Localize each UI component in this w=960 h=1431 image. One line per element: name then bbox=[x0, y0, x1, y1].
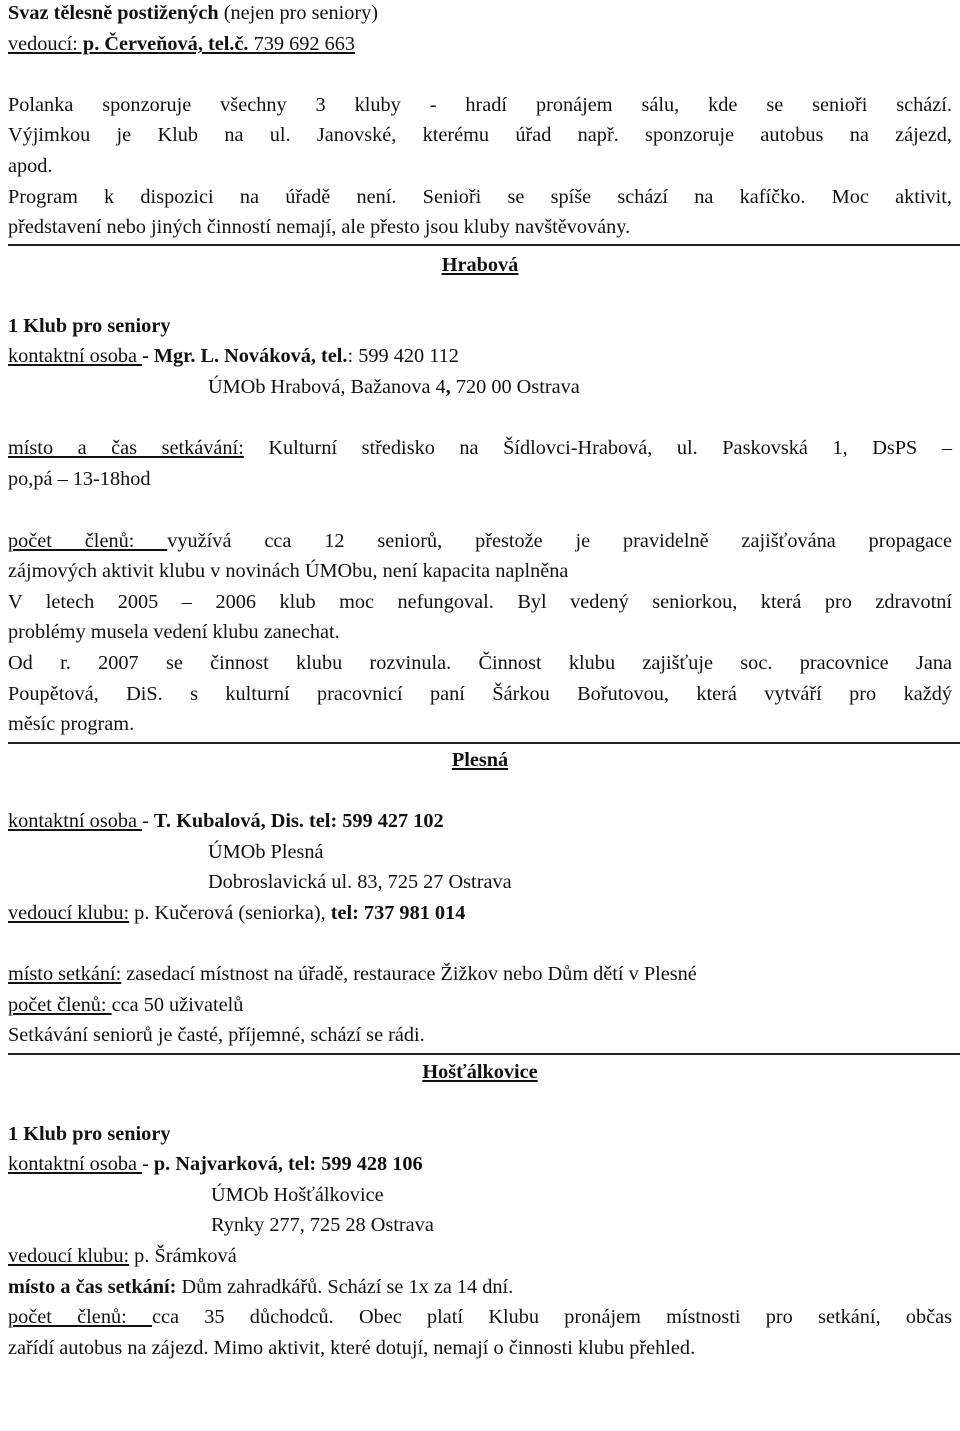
hrabova-meet-line bbox=[8, 434, 952, 462]
hrabova-contact-label: kontaktní osoba bbox=[8, 345, 143, 367]
plesna-heading: Plesná bbox=[451, 749, 509, 771]
intro-line-4: Program k dispozici na úřadě není. Senioři se spíše schází na kafíčko. Moc aktivit, bbox=[8, 186, 952, 208]
svaz-leader-phone: 739 692 663 bbox=[248, 33, 355, 55]
hostalkovice-club: 1 Klub pro seniory bbox=[8, 1123, 171, 1145]
hostalkovice-members-label: počet členů: bbox=[8, 1306, 152, 1328]
plesna-leader-label: vedoucí klubu: bbox=[8, 902, 130, 924]
hrabova-members-line bbox=[8, 527, 952, 555]
hrabova-history-l1: V letech 2005 – 2006 klub moc nefungoval. Byl vedený seniorkou, která pro zdravotní bbox=[8, 591, 952, 613]
hrabova-history-l3: Od r. 2007 se činnost klubu rozvinula. Činnost klubu zajišťuje soc. pracovnice Jana bbox=[8, 652, 952, 674]
plesna-office-2: Dobroslavická ul. 83, 725 27 Ostrava bbox=[208, 871, 512, 893]
intro-line-5: představení nebo jiných činností nemají, ale přesto jsou kluby navštěvovány. bbox=[8, 216, 631, 238]
plesna-leader-value: p. Kučerová (seniorka), bbox=[129, 902, 331, 924]
hostalkovice-members-line bbox=[8, 1303, 952, 1331]
intro-line-2: Výjimkou je Klub na ul. Janovské, kterému úřad např. sponzoruje autobus na zájezd, bbox=[8, 124, 952, 146]
plesna-members-label: počet členů: bbox=[8, 994, 112, 1016]
section-divider bbox=[8, 244, 960, 246]
hrabova-office-comma: , bbox=[445, 376, 451, 398]
hrabova-members-label: počet členů: bbox=[8, 530, 168, 552]
hostalkovice-leader-value: p. Šrámková bbox=[129, 1245, 237, 1267]
hostalkovice-members-l2: zařídí autobus na zájezd. Mimo aktivit, které dotují, nemají o činnosti klubu přehled. bbox=[8, 1337, 696, 1359]
svaz-title-note: (nejen pro seniory) bbox=[218, 2, 379, 24]
plesna-leader-line bbox=[8, 899, 952, 927]
plesna-meet-line bbox=[8, 960, 952, 988]
hrabova-members-l1: využívá cca 12 seniorů, přestože je pravidelně zajišťována propagace bbox=[167, 530, 952, 552]
hrabova-club: 1 Klub pro seniory bbox=[8, 315, 171, 337]
section-heading-hrabova bbox=[8, 251, 952, 279]
section-divider bbox=[8, 1053, 960, 1055]
hrabova-contact-value: - Mgr. L. Nováková, tel. bbox=[142, 345, 348, 367]
plesna-contact-dash: - bbox=[142, 810, 154, 832]
hostalkovice-members-l1: cca 35 důchodců. Obec platí Klubu pronájem místnosti pro setkání, občas bbox=[152, 1306, 952, 1328]
hostalkovice-office-2: Rynky 277, 725 28 Ostrava bbox=[211, 1214, 434, 1236]
hostalkovice-leader-line bbox=[8, 1242, 952, 1270]
hostalkovice-leader-label: vedoucí klubu: bbox=[8, 1245, 130, 1267]
hrabova-contact-line bbox=[8, 342, 952, 370]
section-heading-hostalkovice bbox=[8, 1058, 952, 1086]
hostalkovice-meet-label: místo a čas setkání: bbox=[8, 1276, 177, 1298]
hrabova-history-l2: problémy musela vedení klubu zanechat. bbox=[8, 621, 340, 643]
plesna-members-value: cca 50 uživatelů bbox=[111, 994, 244, 1016]
plesna-leader-phone: tel: 737 981 014 bbox=[330, 902, 466, 924]
plesna-contact-line bbox=[8, 807, 952, 835]
hostalkovice-office-1: ÚMOb Hošťálkovice bbox=[211, 1184, 384, 1206]
plesna-contact-label: kontaktní osoba bbox=[8, 810, 143, 832]
hrabova-history-l4: Poupětová, DiS. s kulturní pracovnicí paní Šárkou Bořutovou, která vytváří pro každý bbox=[8, 683, 952, 705]
svaz-leader-label: vedoucí: bbox=[8, 33, 78, 55]
hrabova-heading: Hrabová bbox=[441, 254, 519, 276]
hrabova-members-l2: zájmových aktivit klubu v novinách ÚMObu, není kapacita naplněna bbox=[8, 560, 569, 582]
svaz-title-line bbox=[8, 0, 952, 27]
hostalkovice-contact-dash: - bbox=[142, 1153, 154, 1175]
hrabova-office-b: 720 00 Ostrava bbox=[450, 376, 580, 398]
hostalkovice-contact-line bbox=[8, 1150, 952, 1178]
hostalkovice-contact-value: p. Najvarková, tel: 599 428 106 bbox=[153, 1153, 423, 1175]
plesna-members-line bbox=[8, 991, 952, 1019]
section-divider bbox=[8, 742, 960, 744]
hostalkovice-meet-line bbox=[8, 1273, 952, 1301]
hostalkovice-heading: Hošťálkovice bbox=[422, 1061, 538, 1083]
hrabova-office-line bbox=[208, 373, 952, 401]
hrabova-history-l5: měsíc program. bbox=[8, 713, 135, 735]
plesna-note: Setkávání seniorů je časté, příjemné, schází se rádi. bbox=[8, 1024, 425, 1046]
plesna-contact-value: T. Kubalová, Dis. tel: 599 427 102 bbox=[153, 810, 444, 832]
hrabova-office-a: ÚMOb Hrabová, Bažanova 4 bbox=[208, 376, 446, 398]
intro-line-3: apod. bbox=[8, 155, 53, 177]
hrabova-meet-time: po,pá – 13-18hod bbox=[8, 468, 151, 490]
hrabova-contact-phone: : 599 420 112 bbox=[347, 345, 459, 367]
hostalkovice-contact-label: kontaktní osoba bbox=[8, 1153, 143, 1175]
hrabova-meet-label: místo a čas setkávání: bbox=[8, 437, 244, 459]
plesna-meet-label: místo setkání: bbox=[8, 963, 122, 985]
svaz-title: Svaz tělesně postižených bbox=[8, 2, 219, 24]
plesna-office-1: ÚMOb Plesná bbox=[208, 841, 324, 863]
section-heading-plesna bbox=[8, 746, 952, 774]
svaz-leader-value: p. Červeňová, tel.č. bbox=[77, 33, 249, 55]
intro-line-1: Polanka sponzoruje všechny 3 kluby - hradí pronájem sálu, kde se senioři schází. bbox=[8, 94, 952, 116]
plesna-meet-value: zasedací místnost na úřadě, restaurace Žižkov nebo Dům dětí v Plesné bbox=[121, 963, 697, 985]
svaz-leader-line bbox=[8, 30, 952, 58]
hrabova-meet-value: Kulturní středisko na Šídlovci-Hrabová, ul. Paskovská 1, DsPS – bbox=[243, 437, 952, 459]
hostalkovice-meet-value: Dům zahradkářů. Schází se 1x za 14 dní. bbox=[176, 1276, 514, 1298]
